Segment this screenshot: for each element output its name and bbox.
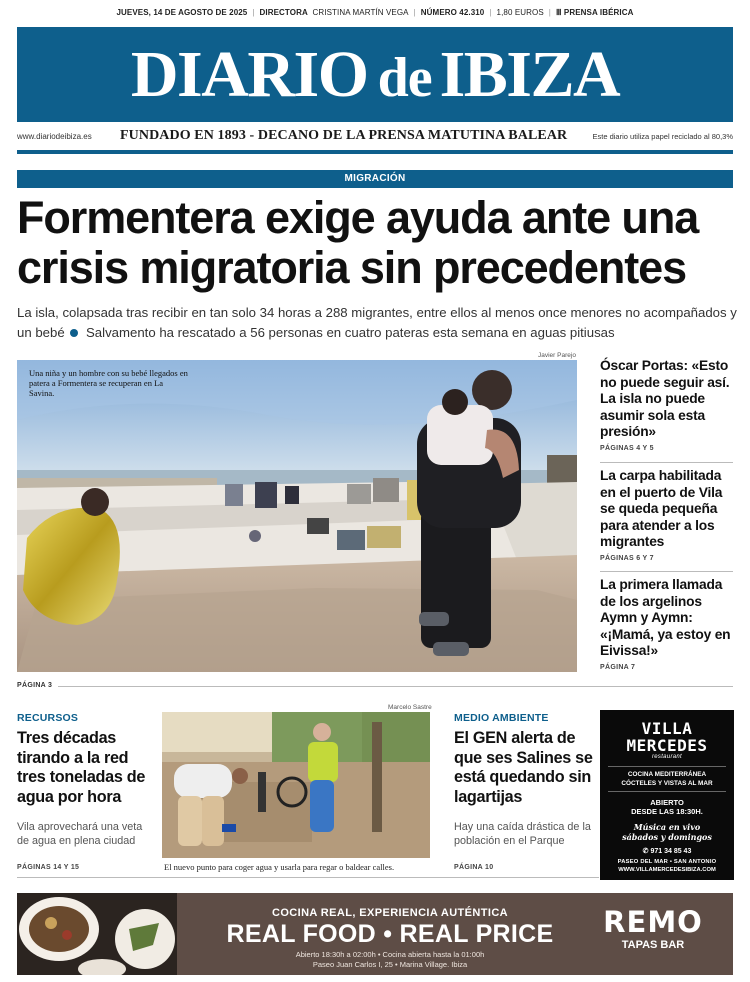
director-name: CRISTINA MARTÍN VEGA (312, 8, 409, 17)
edition-date: JUEVES, 14 DE AGOSTO DE 2025 (116, 8, 248, 17)
bottom-row-rule (17, 877, 599, 878)
founded-tagline: FUNDADO EN 1893 - DECANO DE LA PRENSA MATUTINA BALEAR (120, 128, 568, 143)
lead-section-label[interactable]: MIGRACIÓN (17, 170, 733, 188)
side-divider (600, 462, 733, 463)
ad-villa-open-line2: DESDE LAS 18:30H. (631, 807, 703, 816)
villa-mercedes-ad[interactable] (600, 710, 734, 880)
medio-section-label[interactable]: MEDIO AMBIENTE (454, 712, 549, 724)
ad-villa-music (600, 822, 734, 842)
side-story-title: La carpa habilitada en el puerto de Vila se queda pequeña para atender a los migrantes (600, 468, 723, 549)
ad-villa-open-line1: ABIERTO (650, 798, 684, 807)
bullet-dot-icon (70, 329, 78, 337)
side-story-title: Óscar Portas: «Esto no puede seguir así. La isla no puede asumir sola esta presión» (600, 358, 730, 439)
recursos-section-label[interactable]: RECURSOS (17, 712, 79, 724)
ad-villa-subtitle: restaurant (651, 754, 682, 760)
side-story-page: PÁGINAS 4 Y 5 (600, 444, 654, 452)
recycled-paper-note: Este diario utiliza papel reciclado al 80,3% (592, 132, 733, 141)
ad-villa-address: PASEO DEL MAR • SAN ANTONIO (617, 859, 717, 865)
lead-photo-illustration (17, 360, 577, 672)
lead-headline-line1: Formentera exige ayuda ante una (17, 192, 699, 243)
recursos-page-ref[interactable]: PÁGINAS 14 Y 15 (17, 864, 80, 871)
side-story-title: La primera llamada de los argelinos Aymn y Aymn: «¡Mamá, ya estoy en Eivissa!» (600, 577, 731, 658)
ad-villa-name-line1: VILLA (641, 719, 693, 738)
ad-villa-cuisine-band (608, 766, 726, 792)
medio-page-ref[interactable]: PÁGINA 10 (454, 864, 494, 871)
remo-ad-text (195, 893, 585, 970)
ad-villa-band-line1: COCINA MEDITERRÁNEA (627, 771, 707, 778)
prensa-iberica-icon: Ⅲ (555, 8, 562, 17)
recursos-photo[interactable] (162, 712, 430, 858)
masthead-subrow (17, 128, 733, 146)
lead-subhead-part2: Salvamento ha rescatado a 56 personas en cuatro pateras esta semana en aguas pitiusas (86, 325, 615, 340)
remo-brand-type: TAPAS BAR (621, 939, 685, 951)
masthead[interactable] (17, 27, 733, 122)
masthead-divider (17, 150, 733, 154)
ad-villa-name (600, 720, 734, 754)
masthead-title (130, 37, 620, 111)
ad-villa-music-line1: Música en vivo (633, 822, 701, 832)
ad-villa-music-line2: sábados y domingos (622, 832, 712, 842)
lead-bottom-rule (58, 686, 733, 687)
recursos-photo-credit: Marcelo Sastre (388, 704, 432, 711)
remo-food-image (17, 893, 177, 975)
remo-ad-line1: COCINA REAL, EXPERIENCIA AUTÉNTICA (271, 907, 509, 919)
remo-brand (593, 907, 713, 951)
masthead-title-right: IBIZA (439, 37, 620, 111)
medio-title[interactable]: El GEN alerta de que ses Salines se está quedando sin lagartijas (454, 729, 593, 806)
edition-number: NÚMERO 42.310 (420, 8, 485, 17)
recursos-text: Vila aprovechará una veta de agua en plena ciudad (17, 821, 143, 847)
side-story-page: PÁGINAS 6 Y 7 (600, 554, 654, 562)
ad-villa-hours (600, 798, 734, 816)
remo-brand-name: REMO (603, 905, 703, 939)
lead-headline-line2: crisis migratoria sin precedentes (17, 242, 687, 293)
ad-villa-phone-number: 971 34 85 43 (650, 848, 692, 855)
ad-villa-phone (600, 847, 734, 855)
lead-photo-caption: Una niña y un hombre con su bebé llegados en patera a Formentera se recuperan en La Savina. (29, 368, 188, 398)
ad-villa-band-line2: CÓCTELES Y VISTAS AL MAR (621, 780, 713, 787)
lead-photo-credit: Javier Parejo (538, 352, 576, 359)
side-story[interactable] (600, 577, 735, 671)
masthead-title-left: DIARIO (130, 37, 368, 111)
lead-photo[interactable] (17, 360, 577, 672)
recursos-title[interactable]: Tres décadas tirando a la red tres toneladas de agua por hora (17, 729, 146, 806)
lead-subhead-part1: La isla, colapsada tras recibir en tan solo 34 horas a 288 migrantes, entre ellos al menos once menores no acompañados y un bebé (17, 305, 737, 340)
edition-price: 1,80 EUROS (496, 8, 544, 17)
remo-ad-banner[interactable] (17, 893, 733, 975)
medio-text: Hay una caída drástica de la población en el Parque (454, 821, 591, 847)
remo-ad-address: Paseo Juan Carlos I, 25 • Marina Village. Ibiza (312, 960, 468, 969)
remo-ad-line2: REAL FOOD • REAL PRICE (226, 920, 554, 948)
phone-icon: ✆ (642, 848, 649, 855)
masthead-title-de: de (377, 46, 432, 109)
group-name: PRENSA IBÉRICA (563, 8, 634, 17)
lead-page-ref[interactable]: PÁGINA 3 (17, 682, 53, 689)
side-story[interactable] (600, 358, 735, 452)
director-label: DIRECTORA (259, 8, 308, 17)
ad-villa-name-line2: MERCEDES (626, 736, 708, 755)
side-divider (600, 571, 733, 572)
ad-villa-website[interactable]: WWW.VILLAMERCEDESIBIZA.COM (618, 867, 716, 873)
website-link[interactable]: www.diariodeibiza.es (17, 132, 92, 141)
recursos-photo-caption: El nuevo punto para coger agua y usarla para regar o baldear calles. (164, 862, 395, 872)
side-story-page: PÁGINA 7 (600, 663, 636, 671)
lead-headline[interactable] (17, 193, 737, 293)
side-story[interactable] (600, 468, 735, 562)
recursos-photo-illustration (162, 712, 430, 858)
lead-subhead (17, 303, 737, 343)
edition-info-line: JUEVES, 14 DE AGOSTO DE 2025 | DIRECTORA CRISTINA MARTÍN VEGA | NÚMERO 42.310 | 1,80 EUROS | Ⅲ PRENSA IBÉRICA (116, 8, 634, 17)
remo-ad-hours: Abierto 18:30h a 02:00h • Cocina abierta hasta la 01:00h (295, 950, 485, 959)
